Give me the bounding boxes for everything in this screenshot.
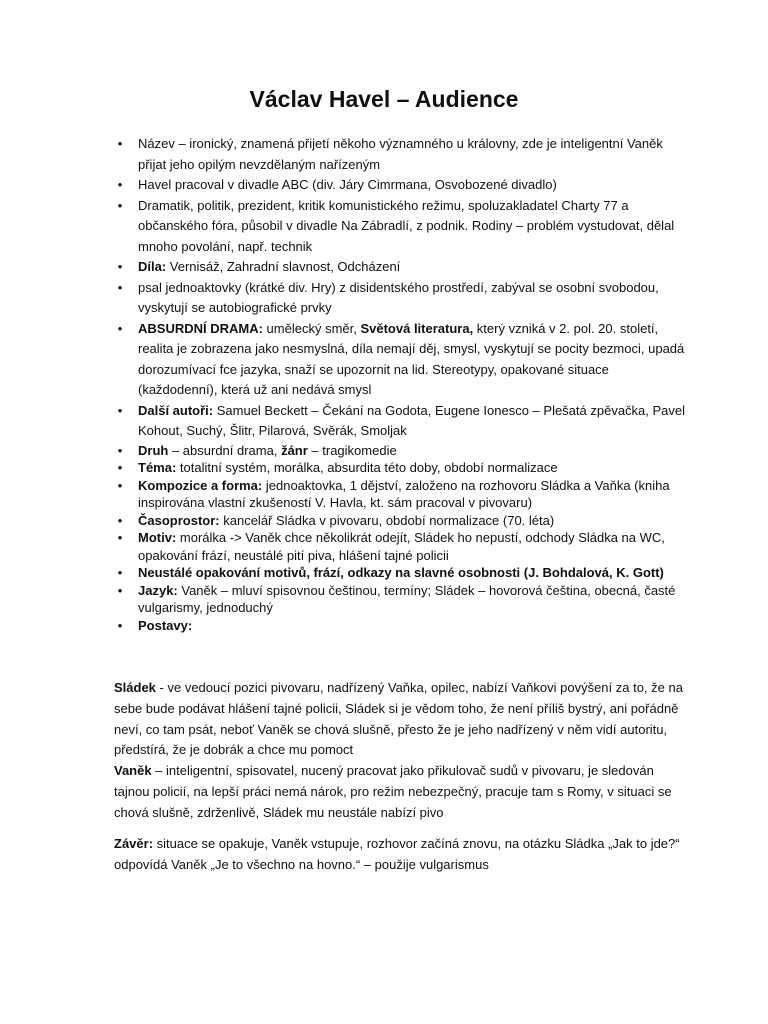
- item-label-secondary: žánr: [281, 442, 308, 458]
- item-text-secondary: – tragikomedie: [307, 442, 397, 458]
- bullet-icon: [114, 442, 126, 460]
- item-label: Kompozice a forma:: [138, 477, 263, 493]
- bullet-icon: [114, 196, 126, 217]
- item-text: morálka -> Vaněk chce několikrát odejít, Sládek ho nepustí, odchody Sládka na WC, opakování frází, neustálé pití piva, hlášení tajné policii: [138, 530, 665, 563]
- list-item: [114, 196, 688, 258]
- character-name-vanek: Vaněk: [114, 763, 152, 779]
- conclusion-text: situace se opakuje, Vaněk vstupuje, rozhovor začíná znovu, na otázku Sládka „Jak to jde?“ odpovídá Vaněk „Je to všechno na hovno.“ – použije vulgarismus: [114, 836, 680, 872]
- item-text: Havel pracoval v divadle ABC (div. Járy Cimrmana, Osvobozené divadlo): [138, 177, 557, 192]
- item-label: Neustálé opakování motivů, frází, odkazy na slavné osobnosti (J. Bohdalová, K. Gott): [138, 565, 664, 580]
- list-item: [114, 617, 688, 635]
- bullet-icon: [114, 617, 126, 635]
- list-item: [114, 257, 688, 278]
- list-item: [114, 564, 688, 582]
- list-item: [114, 512, 688, 530]
- characters-paragraph: [114, 678, 688, 824]
- item-text: psal jednoaktovky (krátké div. Hry) z disidentského prostředí, zabýval se osobní svobodou, vyskytují se autobiografické prvky: [138, 279, 659, 315]
- list-item: [114, 582, 688, 617]
- item-text: Samuel Beckett – Čekání na Godota, Eugene Ionesco – Plešatá zpěvačka, Pavel Kohout, Suchý, Šlitr, Pilarová, Svěrák, Smoljak: [138, 402, 686, 438]
- bullet-icon: [114, 278, 126, 299]
- bullet-icon: [114, 582, 126, 600]
- item-label: Další autoři:: [138, 402, 214, 418]
- item-label: Motiv:: [138, 530, 177, 545]
- item-text: Dramatik, politik, prezident, kritik komunistického režimu, spoluzakladatel Charty 77 a občanského fóra, působil v divadle Na Zábradlí, z podnik. Rodiny – problém vystudovat, dělal mnoho povolání, např. technik: [138, 197, 675, 254]
- list-item: [114, 459, 688, 477]
- bullet-icon: [114, 401, 126, 422]
- item-label: Časoprostor:: [138, 512, 220, 528]
- item-text: jednoaktovka, 1 dějství, založeno na rozhovoru Sládka a Vaňka (kniha inspirována vlastní zkušeností V. Havla, kt. sám pracoval v pivovaru): [138, 477, 670, 510]
- item-text: Název – ironický, znamená přijetí někoho významného u královny, zde je inteligentní Vaněk přijat jeho opilým nevzdělaným nařízeným: [138, 136, 663, 172]
- bullet-icon: [114, 459, 126, 477]
- list-item: [114, 278, 688, 319]
- list-item: [114, 134, 688, 175]
- item-text: kancelář Sládka v pivovaru, období normalizace (70. léta): [219, 512, 555, 528]
- character-desc-vanek: – inteligentní, spisovatel, nucený pracovat jako přikulovač sudů v pivovaru, je sledován tajnou policií, na lepší práci nemá nárok, pro režim nebezpečný, pracuje tam s Romy, v situaci se chová slušně, zdrženlivě, Sládek mu neustále nabízí pivo: [114, 763, 672, 820]
- page-title: Václav Havel – Audience: [249, 86, 519, 112]
- bullet-icon: [114, 175, 126, 196]
- list-item: [114, 319, 688, 401]
- item-text: Vernisáž, Zahradní slavnost, Odcházení: [166, 259, 401, 274]
- item-text: totalitní systém, morálka, absurdita této doby, období normalizace: [176, 460, 558, 475]
- item-label: Téma:: [138, 460, 177, 475]
- item-label: Postavy:: [138, 617, 193, 633]
- bullet-icon: [114, 134, 126, 155]
- bullet-icon: [114, 257, 126, 278]
- item-label: Jazyk:: [138, 582, 178, 598]
- list-item: [114, 442, 688, 460]
- bullet-icon: [114, 564, 126, 582]
- item-text: – absurdní drama,: [168, 442, 282, 458]
- bullet-icon: [114, 512, 126, 530]
- bullet-icon: [114, 477, 126, 495]
- list-item: [114, 529, 688, 564]
- conclusion-paragraph: [114, 834, 688, 876]
- item-text-secondary: který vzniká v 2. pol. 20. století, realita je zobrazena jako nesmyslná, díla nemají děj, smysl, vyskytují se pocity bezmoci, upadá dorozumívací fce jazyka, snaží se upozornit na lid. Stereotypy, opakované situace (každodenní), která už ani nedává smysl: [138, 320, 685, 397]
- item-label: Díla:: [138, 259, 167, 274]
- conclusion-label: Závěr:: [114, 836, 154, 851]
- character-desc-sladek: - ve vedoucí pozici pivovaru, nadřízený Vaňka, opilec, nabízí Vaňkovi povýšení za to, že na sebe bude podávat hlášení tajné policii, Sládek si je vědom toho, že není příliš bystrý, ani pořádně neví, co tam psát, neboť Vaněk se chová slušně, přesto že je jeho nadřízený v něm vidí autoritu, předstírá, že je dobrák a chce mu pomoct: [114, 680, 683, 758]
- item-label: ABSURDNÍ DRAMA:: [138, 320, 263, 336]
- list-item: [114, 401, 688, 442]
- list-item: [114, 477, 688, 512]
- list-item: [114, 175, 688, 196]
- item-label: Druh: [138, 442, 169, 458]
- item-label-secondary: Světová literatura,: [360, 320, 474, 336]
- item-text: umělecký směr,: [262, 320, 361, 336]
- item-text: Vaněk – mluví spisovnou češtinou, termíny; Sládek – hovorová čeština, obecná, časté vulgarismy, jednoduchý: [138, 582, 676, 615]
- bullet-icon: [114, 529, 126, 547]
- character-name-sladek: Sládek: [114, 680, 156, 695]
- bullet-list: [114, 134, 688, 634]
- bullet-icon: [114, 319, 126, 340]
